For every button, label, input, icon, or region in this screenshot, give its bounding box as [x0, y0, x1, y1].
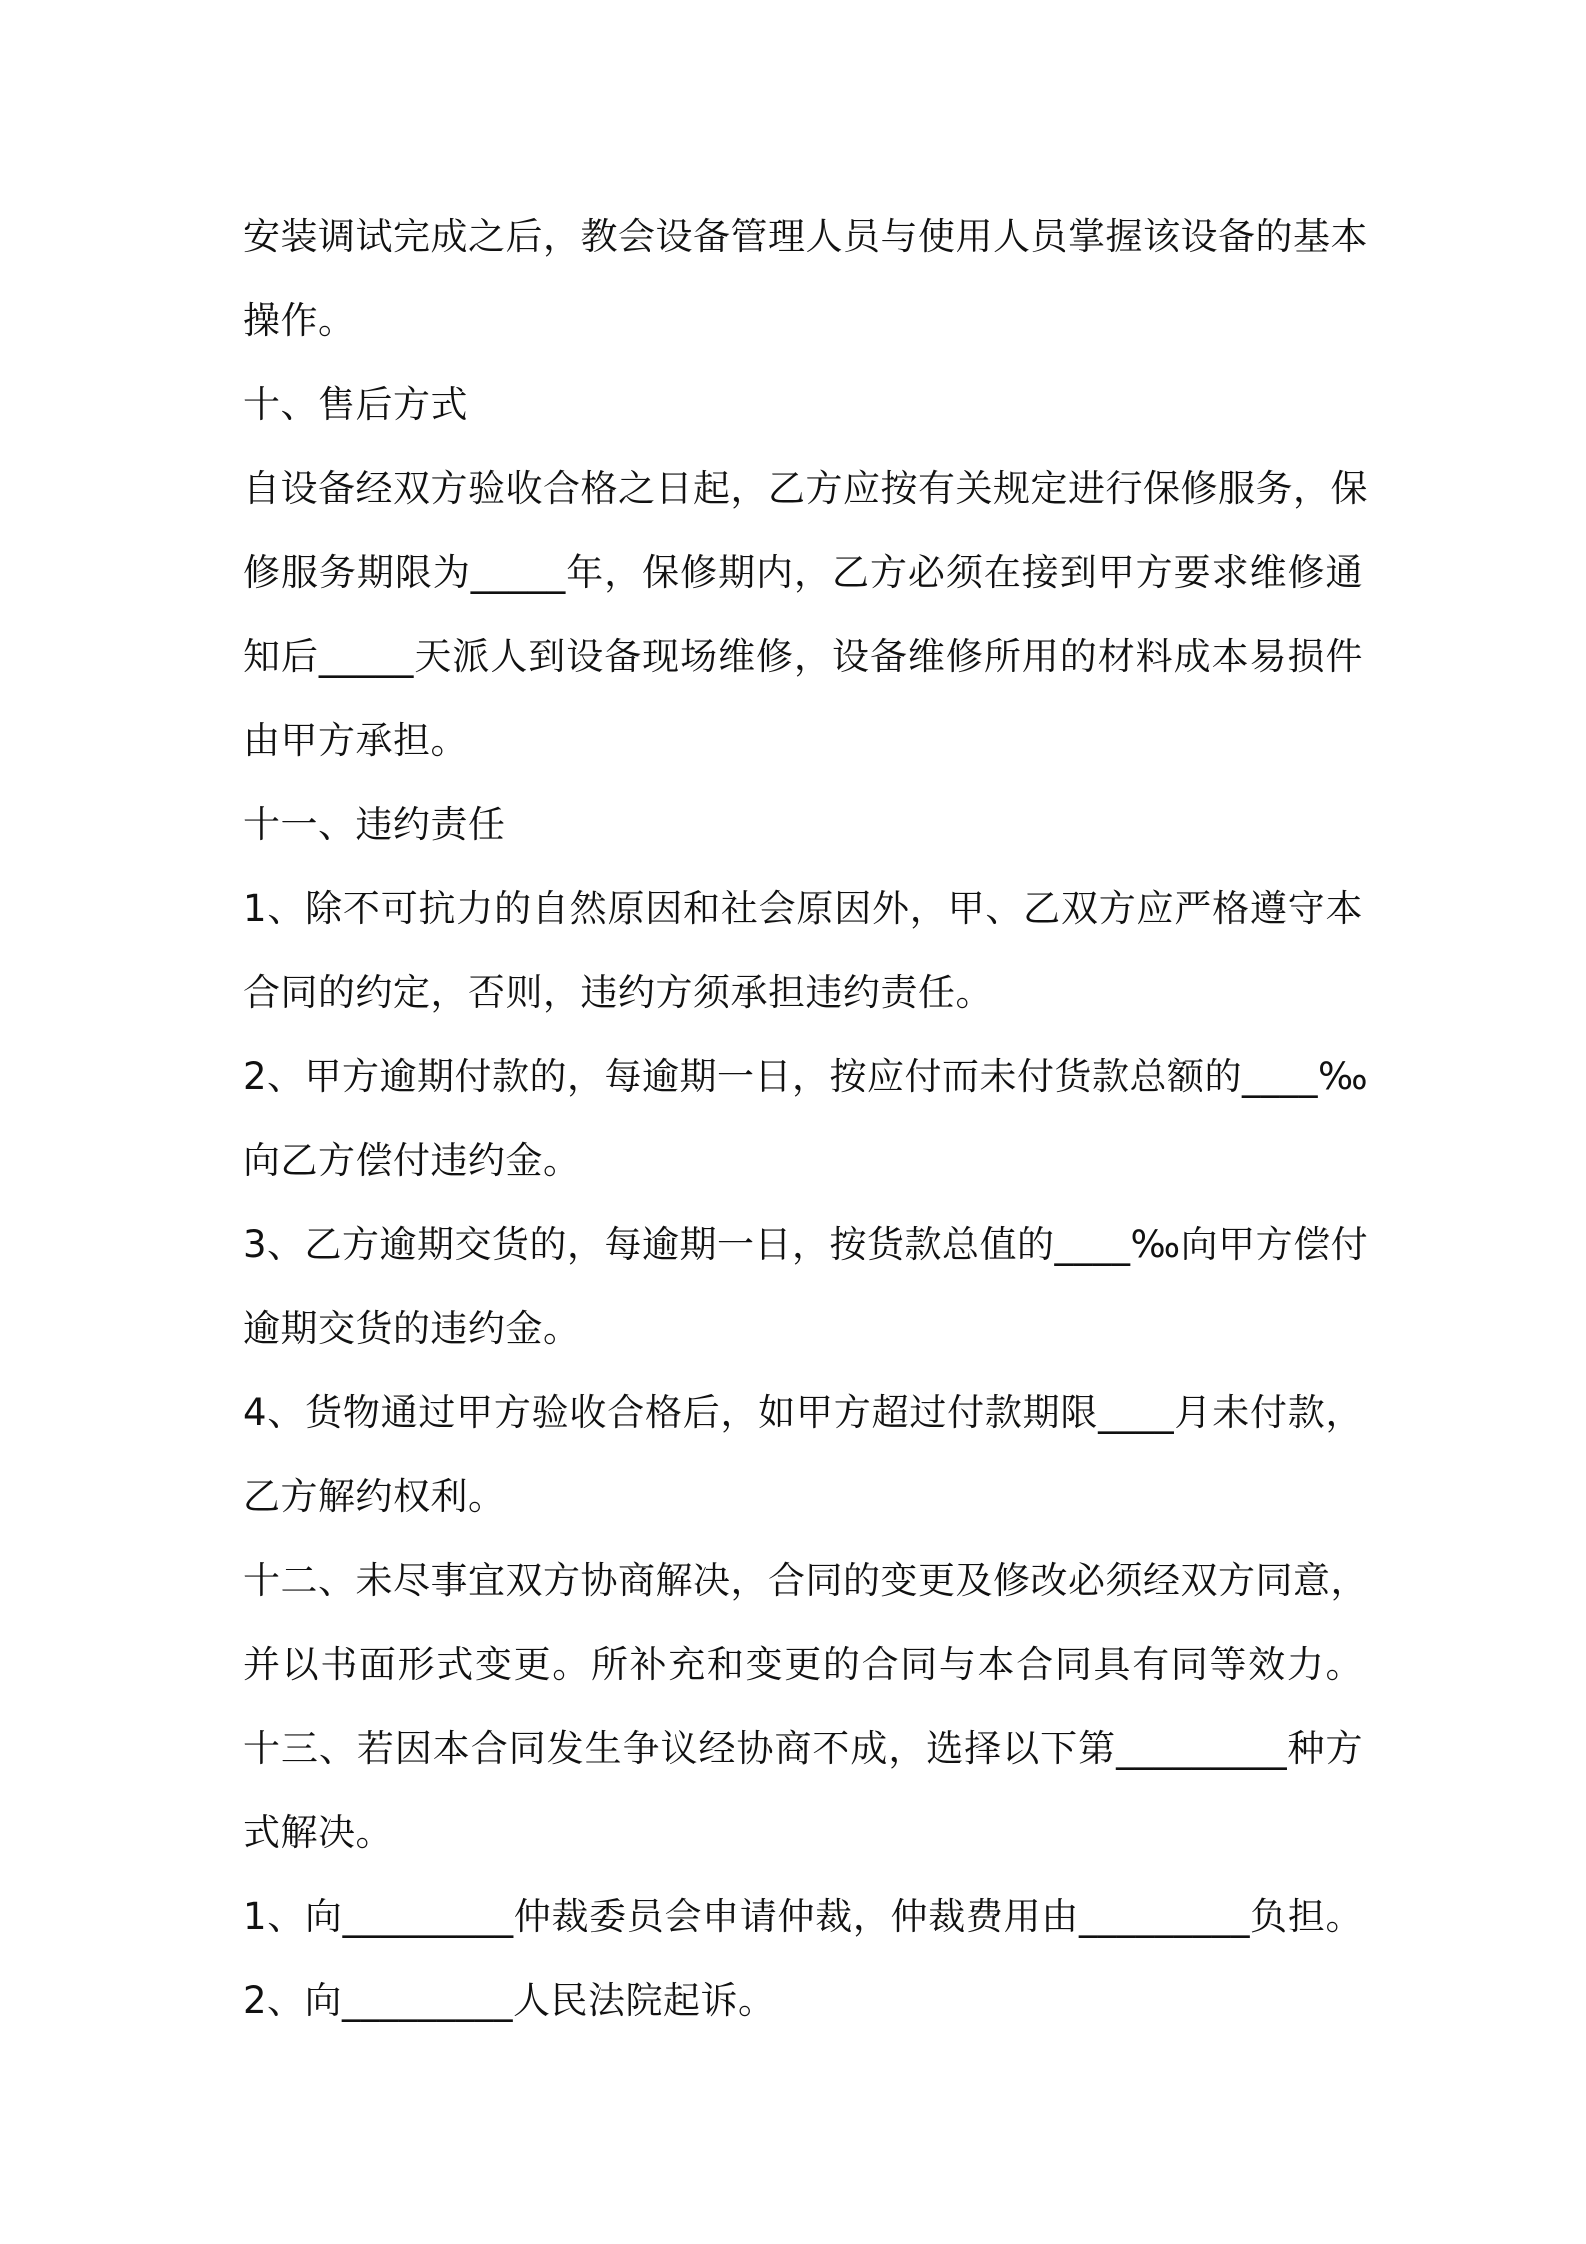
section-heading: 十二、未尽事宜双方协商解决，合同的变更及修改必须经双方同意，	[243, 1559, 1368, 1602]
text-line: 合同的约定，否则，违约方须承担违约责任。	[243, 971, 993, 1014]
section-heading: 十、售后方式	[243, 383, 468, 426]
text-line: 式解决。	[243, 1811, 393, 1854]
section-heading: 十一、违约责任	[243, 803, 506, 846]
text-line: 1、除不可抗力的自然原因和社会原因外，甲、乙双方应严格遵守本	[243, 887, 1363, 930]
text-line: 2、甲方逾期付款的，每逾期一日，按应付而未付货款总额的____‰	[243, 1055, 1369, 1098]
text-line: 乙方解约权利。	[243, 1475, 506, 1518]
text-line: 向乙方偿付违约金。	[243, 1139, 581, 1182]
text-line: 知后_____天派人到设备现场维修，设备维修所用的材料成本易损件	[243, 635, 1363, 678]
text-line: 操作。	[243, 299, 356, 342]
section-heading: 十三、若因本合同发生争议经协商不成，选择以下第_________种方	[243, 1727, 1363, 1770]
text-line: 安装调试完成之后，教会设备管理人员与使用人员掌握该设备的基本	[243, 215, 1368, 258]
text-line: 并以书面形式变更。所补充和变更的合同与本合同具有同等效力。	[243, 1643, 1363, 1686]
text-line: 1、向_________仲裁委员会申请仲裁，仲裁费用由_________负担。	[243, 1895, 1363, 1938]
text-line: 修服务期限为_____年，保修期内，乙方必须在接到甲方要求维修通	[243, 551, 1363, 594]
text-line: 2、向_________人民法院起诉。	[243, 1979, 776, 2022]
text-line: 由甲方承担。	[243, 719, 468, 762]
text-line: 4、货物通过甲方验收合格后，如甲方超过付款期限____月未付款，	[243, 1391, 1363, 1434]
contract-body	[243, 195, 1369, 2043]
text-line: 逾期交货的违约金。	[243, 1307, 581, 1350]
text-line: 自设备经双方验收合格之日起，乙方应按有关规定进行保修服务，保	[243, 467, 1368, 510]
text-line: 3、乙方逾期交货的，每逾期一日，按货款总值的____‰向甲方偿付	[243, 1223, 1369, 1266]
